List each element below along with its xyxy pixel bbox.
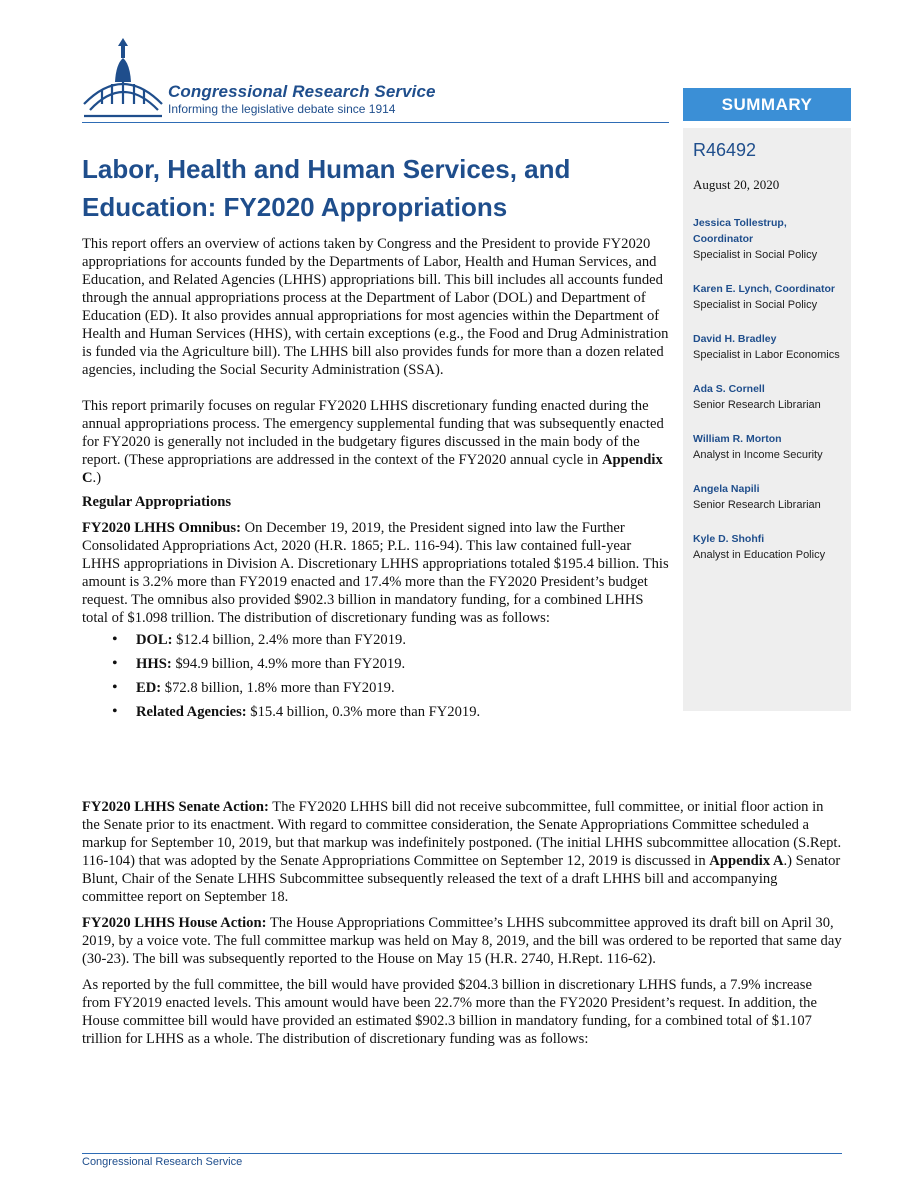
footer-divider [82,1153,842,1154]
author-entry [693,381,841,413]
report-date: August 20, 2020 [693,177,780,192]
report-number: R46492 [693,140,757,160]
author-role: Specialist in Labor Economics [693,349,840,361]
omnibus-paragraph: FY2020 LHHS Omnibus: On December 19, 2019, the President signed into law the Further Consolidated Appropriations Act, 2020 (H.R. 1865; P.L. 116-94). This law contained full-year LHHS appropriations in Division A. Discretionary LHHS appropriations totaled $195.4 billion. This amount is 3.2% more than FY2019 enacted and 17.4% more than the FY2020 President’s budget request. The omnibus also provided $902.3 billion in mandatory funding, for a combined LHHS total of $1.098 trillion. The distribution of discretionary funding was as follows: [82,520,669,626]
list-item: • HHS: $94.9 billion, 4.9% more than FY2019. [108,655,672,673]
list-item: • Related Agencies: $15.4 billion, 0.3% more than FY2019. [108,703,672,721]
list-item: • DOL: $12.4 billion, 2.4% more than FY2019. [108,631,672,649]
author-name[interactable]: Ada S. Cornell [693,383,765,395]
summary-sidebar [683,128,851,711]
crs-tagline: Informing the legislative debate since 1914 [168,102,396,116]
intro-paragraph: This report offers an overview of actions taken by Congress and the President to provide FY2020 appropriations for accounts funded by the Departments of Labor, Health and Human Services, and Education, and Related Agencies (LHHS) appropriations bill. This bill includes all accounts funded through the annual appropriations process at the Department of Labor (DOL) and Department of Education (ED). It also provides annual appropriations for most agencies within the Department of Health and Human Services (HHS), with certain exceptions (e.g., the Food and Drug Administration is funded via the Agriculture bill). The LHHS bill also provides funds for more than a dozen related agencies, including the Social Security Administration (SSA). [82,236,669,378]
senate-action-paragraph: FY2020 LHHS Senate Action: The FY2020 LHHS bill did not receive subcommittee, full committee, or initial floor action in the Senate prior to its enactment. With regard to committee consideration, the Senate Appropriations Committee scheduled a markup for September 10, 2019, but that markup was indefinitely postponed. (The initial LHHS subcommittee allocation (S.Rept. 116-104) that was adopted by the Senate Appropriations Committee on September 12, 2019 is discussed in Appendix A.) Senator Blunt, Chair of the Senate LHHS Subcommittee subsequently released the text of a draft LHHS bill and accompanying committee report on September 18. [82,799,842,905]
header-divider [82,122,669,123]
author-role: Senior Research Librarian [693,399,821,411]
list-item: • ED: $72.8 billion, 1.8% more than FY2019. [108,679,672,697]
author-entry [693,281,841,313]
main-content [82,235,672,727]
capitol-dome-icon [82,34,164,120]
appendix-c-link[interactable]: Appendix C [82,452,663,486]
author-name[interactable]: Kyle D. Shohfi [693,533,765,545]
crs-name: Congressional Research Service [168,82,436,101]
author-role: Specialist in Social Policy [693,299,818,311]
regular-appropriations-heading: Regular Appropriations [82,494,232,510]
summary-header: SUMMARY [683,88,851,121]
author-role: Senior Research Librarian [693,499,821,511]
author-role: Analyst in Education Policy [693,549,826,561]
scope-paragraph: This report primarily focuses on regular FY2020 LHHS discretionary funding enacted during the annual appropriations process. The emergency supplemental funding that was subsequently enacted for FY2020 is generally not included in the budgetary figures discussed in the main body of the report. (These appropriations are addressed in the context of the FY2020 annual cycle in Appendix C.) [82,398,664,486]
author-entry [693,431,841,463]
author-entry [693,215,841,263]
appendix-a-link[interactable]: Appendix A [709,853,784,869]
author-entry [693,531,841,563]
full-width-content [82,798,842,1056]
author-name[interactable]: William R. Morton [693,433,782,445]
author-name[interactable]: Angela Napili [693,483,760,495]
discretionary-distribution-list [108,631,672,721]
author-entry [693,331,841,363]
author-name[interactable]: Jessica Tollestrup, Coordinator [693,217,787,245]
house-committee-paragraph: As reported by the full committee, the bill would have provided $204.3 billion in discretionary LHHS funds, a 7.9% increase from FY2019 enacted levels. This amount would have been 22.7% more than the FY2020 President’s request. In addition, the House committee bill would have provided an estimated $902.3 billion in mandatory funding, for a combined total of $1.107 trillion for LHHS as a whole. The distribution of discretionary funding was as follows: [82,977,817,1047]
author-entry [693,481,841,513]
report-title: Labor, Health and Human Services, and Education: FY2020 Appropriations [82,154,571,222]
author-role: Analyst in Income Security [693,449,823,461]
footer-label: Congressional Research Service [82,1156,243,1168]
author-role: Specialist in Social Policy [693,249,818,261]
author-name[interactable]: David H. Bradley [693,333,777,345]
crs-logo [82,34,482,120]
house-action-paragraph: FY2020 LHHS House Action: The House Appropriations Committee’s LHHS subcommittee approved its draft bill on April 30, 2019, by a voice vote. The full committee markup was held on May 8, 2019, and the bill was ordered to be reported that same day (30-23). The bill was subsequently reported to the House on May 15 (H.R. 2740, H.Rept. 116-62). [82,915,842,967]
author-name[interactable]: Karen E. Lynch, Coordinator [693,283,835,295]
